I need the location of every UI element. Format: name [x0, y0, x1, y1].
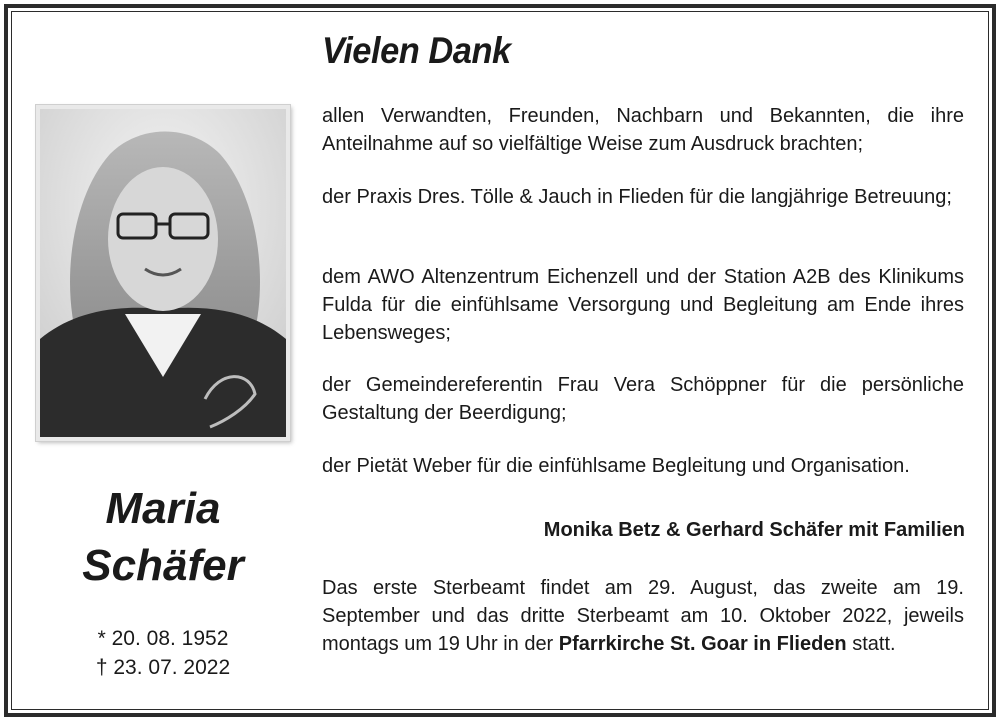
thanks-paragraph: der Gemeindereferentin Frau Vera Schöppner für die persönliche Gestaltung der Beerdigung; — [322, 374, 964, 424]
portrait-photo — [36, 105, 290, 441]
last-name: Schäfer — [82, 541, 244, 590]
thanks-paragraph: der Praxis Dres. Tölle & Jauch in Flieden für die langjährige Betreuung; — [322, 186, 952, 208]
thanks-paragraph: der Pietät Weber für die einfühlsame Begleitung und Organisation. — [322, 455, 910, 477]
memorial-church: Pfarrkirche St. Goar in Flieden — [558, 633, 847, 655]
signature: Monika Betz & Gerhard Schäfer mit Familien — [543, 519, 965, 541]
first-name: Maria — [105, 484, 221, 533]
death-date: † 23. 07. 2022 — [95, 656, 231, 679]
portrait-image — [40, 109, 286, 437]
memorial-notice — [322, 574, 964, 658]
memorial-outro: statt. — [846, 633, 896, 655]
thanks-paragraph: allen Verwandten, Freunden, Nachbarn und Bekannten, die ihre Anteilnahme auf so vielfältige Weise zum Ausdruck brachten; — [322, 105, 964, 155]
birth-date: * 20. 08. 1952 — [97, 627, 229, 650]
thanks-paragraph: dem AWO Altenzentrum Eichenzell und der Station A2B des Klinikums Fulda für die einfühlsame Versorgung und Begleitung am Ende ihres Lebensweges; — [322, 266, 964, 344]
heading: Vielen Dank — [322, 30, 511, 71]
memorial-intro: Das erste Sterbeamt findet am 29. August, das zweite am 19. September und das dritte Sterbeamt am 10. Oktober 2022, jeweils montags um 19 Uhr in der — [322, 577, 964, 655]
